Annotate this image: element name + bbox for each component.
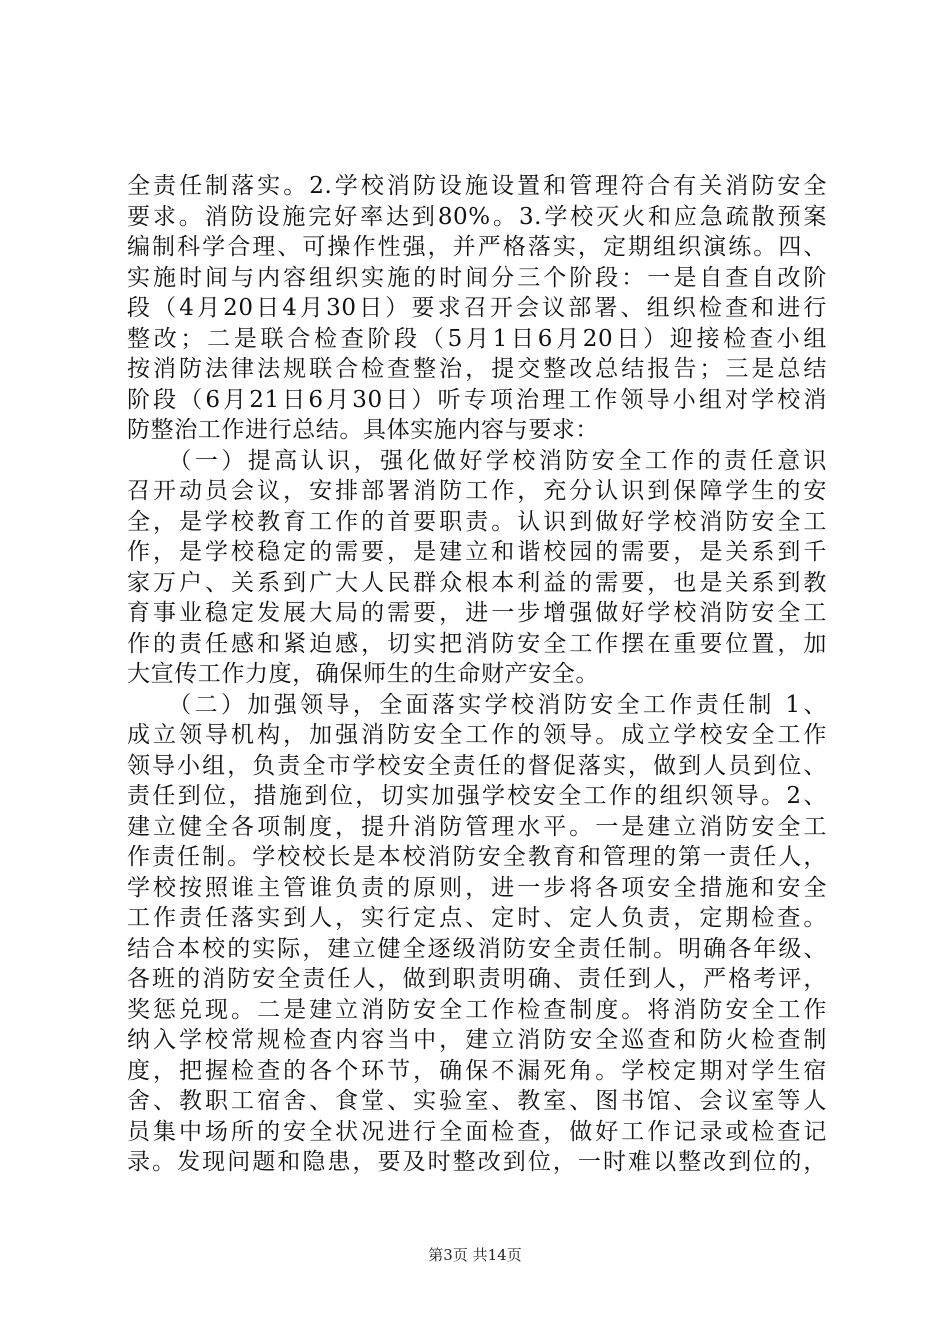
text-line: 领导小组，负责全市学校安全责任的督促落实，做到人员到位、 <box>127 752 827 779</box>
text-line: 舍、教职工宿舍、食堂、实验室、教室、图书馆、会议室等人 <box>127 1088 827 1114</box>
text-line: 阶段（6月21日6月30日）听专项治理工作领导小组对学校消 <box>127 386 827 413</box>
text-line: 度，把握检查的各个环节，确保不漏死角。学校定期对学生宿 <box>127 1057 827 1084</box>
text-line: 整改；二是联合检查阶段（5月1日6月20日）迎接检查小组 <box>127 325 827 352</box>
text-line: 成立领导机构，加强消防安全工作的领导。成立学校安全工作 <box>127 722 827 748</box>
text-line: 大宣传工作力度，确保师生的生命财产安全。 <box>127 661 599 687</box>
text-line: 家万户、关系到广大人民群众根本利益的需要，也是关系到教 <box>127 569 827 596</box>
text-line: 作，是学校稳定的需要，是建立和谐校园的需要，是关系到千 <box>127 539 827 565</box>
text-line: 各班的消防安全责任人，做到职责明确、责任到人，严格考评， <box>127 966 827 992</box>
text-line: 按消防法律法规联合检查整治，提交整改总结报告；三是总结 <box>127 356 827 382</box>
text-line: 结合本校的实际，建立健全逐级消防安全责任制。明确各年级、 <box>127 935 827 962</box>
text-line: 段（4月20日4月30日）要求召开会议部署、组织检查和进行 <box>127 295 827 321</box>
text-line: 奖惩兑现。二是建立消防安全工作检查制度。将消防安全工作 <box>127 996 827 1023</box>
text-line: 工作责任落实到人，实行定点、定时、定人负责，定期检查。 <box>127 905 827 931</box>
page-footer: 第3页 共14页 <box>428 1246 522 1264</box>
text-line: （二）加强领导，全面落实学校消防安全工作责任制 1、 <box>127 691 827 718</box>
text-line: （一）提高认识，强化做好学校消防安全工作的责任意识 <box>127 447 827 474</box>
text-line: 育事业稳定发展大局的需要，进一步增强做好学校消防安全工 <box>127 600 827 626</box>
text-line: 纳入学校常规检查内容当中，建立消防安全巡查和防火检查制 <box>127 1027 827 1053</box>
text-line: 责任到位，措施到位，切实加强学校安全工作的组织领导。2、 <box>127 783 827 809</box>
text-line: 录。发现问题和隐患，要及时整改到位，一时难以整改到位的， <box>127 1149 827 1175</box>
text-line: 作的责任感和紧迫感，切实把消防安全工作摆在重要位置，加 <box>127 630 827 657</box>
text-line: 防整治工作进行总结。具体实施内容与要求： <box>127 417 599 443</box>
text-line: 学校按照谁主管谁负责的原则，进一步将各项安全措施和安全 <box>127 874 827 901</box>
text-line: 实施时间与内容组织实施的时间分三个阶段：一是自查自改阶 <box>127 264 827 291</box>
text-line: 员集中场所的安全状况进行全面检查，做好工作记录或检查记 <box>127 1118 827 1145</box>
text-line: 编制科学合理、可操作性强，并严格落实，定期组织演练。四、 <box>127 234 827 260</box>
text-line: 全，是学校教育工作的首要职责。认识到做好学校消防安全工 <box>127 508 827 535</box>
text-line: 召开动员会议，安排部署消防工作，充分认识到保障学生的安 <box>127 478 827 504</box>
text-line: 全责任制落实。2.学校消防设施设置和管理符合有关消防安全 <box>127 173 827 199</box>
text-line: 要求。消防设施完好率达到80%。3.学校灭火和应急疏散预案 <box>127 203 827 230</box>
text-line: 建立健全各项制度，提升消防管理水平。一是建立消防安全工 <box>127 813 827 840</box>
text-line: 作责任制。学校校长是本校消防安全教育和管理的第一责任人， <box>127 844 827 870</box>
document-body <box>127 171 827 1178</box>
